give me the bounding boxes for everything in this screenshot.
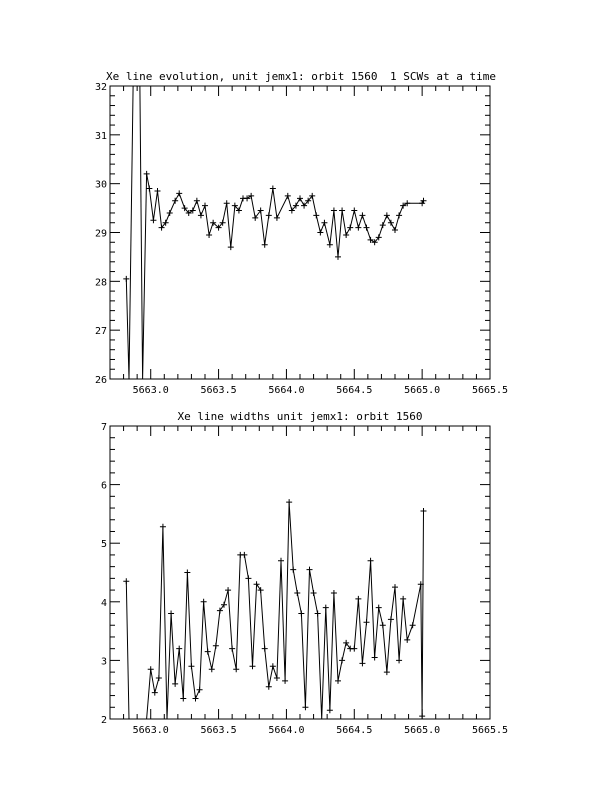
- y-tick-label: 29: [94, 228, 107, 240]
- data-point: [315, 611, 321, 617]
- data-point: [213, 643, 219, 649]
- data-point: [317, 230, 323, 236]
- data-point: [229, 646, 235, 652]
- data-point: [297, 195, 303, 201]
- data-point: [327, 242, 333, 248]
- x-tick-label: 5664.5: [336, 385, 373, 396]
- data-point: [396, 212, 402, 218]
- y-tick-label: 6: [100, 480, 107, 492]
- data-point: [419, 713, 425, 719]
- data-point: [282, 678, 288, 684]
- y-tick-label: 7: [100, 422, 107, 433]
- data-point: [160, 524, 166, 530]
- data-point: [355, 225, 361, 231]
- axis-ticks: [110, 426, 490, 719]
- x-tick-label: 5663.5: [200, 385, 237, 396]
- data-point: [198, 212, 204, 218]
- data-point: [146, 186, 152, 192]
- data-point: [266, 212, 272, 218]
- data-point: [400, 596, 406, 602]
- data-point: [278, 558, 284, 564]
- data-point: [228, 244, 234, 250]
- data-point: [410, 622, 416, 628]
- data-point: [364, 619, 370, 625]
- data-point: [384, 212, 390, 218]
- data-point: [262, 646, 268, 652]
- data-point: [294, 590, 300, 596]
- data-point: [286, 499, 292, 505]
- data-point: [404, 637, 410, 643]
- x-tick-label: 5664.0: [268, 725, 305, 736]
- data-point: [302, 704, 308, 710]
- data-point: [298, 611, 304, 617]
- data-point: [331, 590, 337, 596]
- chart-title: Xe line evolution, unit jemx1: orbit 1560: [106, 70, 378, 83]
- data-point: [327, 707, 333, 713]
- data-point: [167, 210, 173, 216]
- data-point: [388, 220, 394, 226]
- data-point: [233, 666, 239, 672]
- data-point: [388, 616, 394, 622]
- data-point: [270, 186, 276, 192]
- data-point: [194, 198, 200, 204]
- x-tick-label: 5665.0: [404, 385, 441, 396]
- data-point: [380, 222, 386, 228]
- axis-ticks: [110, 86, 490, 379]
- data-point: [150, 217, 156, 223]
- data-point: [202, 203, 208, 209]
- y-tick-label: 28: [94, 277, 107, 289]
- data-point: [355, 596, 361, 602]
- data-point: [254, 581, 260, 587]
- y-tick-label: 5: [100, 539, 107, 551]
- y-tick-label: 32: [94, 82, 107, 93]
- data-point: [313, 212, 319, 218]
- data-point: [197, 687, 203, 693]
- x-tick-label: 5665.5: [471, 385, 509, 396]
- data-point: [359, 212, 365, 218]
- data-point: [209, 666, 215, 672]
- data-point: [376, 605, 382, 611]
- data-point: [380, 622, 386, 628]
- data-point: [321, 220, 327, 226]
- x-tick-label: 5664.5: [336, 725, 373, 736]
- data-point: [201, 599, 207, 605]
- y-tick-label: 27: [94, 326, 107, 338]
- data-point: [152, 690, 158, 696]
- y-tick-label: 26: [94, 375, 107, 386]
- chart-title: Xe line widths unit jemx1: orbit 1560: [177, 410, 423, 423]
- y-tick-label: 30: [94, 179, 107, 191]
- x-tick-label: 5665.0: [404, 725, 441, 736]
- tick-labels: [95, 82, 508, 396]
- data-point: [156, 675, 162, 681]
- data-point: [372, 654, 378, 660]
- data-point: [206, 232, 212, 238]
- data-point: [225, 587, 231, 593]
- chart-subtitle: 1 SCWs at a time: [390, 70, 496, 83]
- plot-frame: [110, 426, 490, 719]
- data-point: [262, 242, 268, 248]
- data-point: [221, 602, 227, 608]
- data-point: [392, 584, 398, 590]
- plot-frame: [110, 86, 490, 379]
- series-line: [126, 86, 423, 379]
- chart-xe-line-evolution: [95, 70, 508, 396]
- data-point: [176, 190, 182, 196]
- x-tick-label: 5665.5: [471, 725, 509, 736]
- data-point: [351, 646, 357, 652]
- data-point: [245, 575, 251, 581]
- data-point: [368, 558, 374, 564]
- y-tick-label: 4: [100, 597, 107, 609]
- data-point: [331, 208, 337, 214]
- data-point: [347, 225, 353, 231]
- data-point: [258, 587, 264, 593]
- data-point: [335, 254, 341, 260]
- data-point: [172, 198, 178, 204]
- data-point: [351, 208, 357, 214]
- data-point: [343, 232, 349, 238]
- series-xe-line-energy: [123, 86, 426, 379]
- data-point: [250, 663, 256, 669]
- y-tick-label: 2: [100, 715, 107, 726]
- data-point: [184, 570, 190, 576]
- data-point: [224, 200, 230, 206]
- x-tick-label: 5663.5: [200, 725, 237, 736]
- data-point: [188, 663, 194, 669]
- data-point: [311, 590, 317, 596]
- chart-xe-line-widths: [101, 410, 508, 736]
- data-point: [335, 678, 341, 684]
- data-point: [123, 276, 129, 282]
- data-point: [274, 215, 280, 221]
- data-point: [364, 225, 370, 231]
- data-point: [148, 666, 154, 672]
- data-point: [396, 657, 402, 663]
- y-tick-label: 3: [100, 656, 107, 668]
- data-point: [323, 605, 329, 611]
- data-point: [384, 669, 390, 675]
- x-tick-label: 5663.0: [132, 385, 169, 396]
- data-point: [266, 684, 272, 690]
- x-tick-label: 5663.0: [132, 725, 169, 736]
- data-point: [307, 567, 313, 573]
- data-point: [339, 657, 345, 663]
- y-tick-label: 31: [94, 130, 107, 142]
- data-point: [343, 640, 349, 646]
- data-point: [168, 611, 174, 617]
- data-point: [180, 695, 186, 701]
- data-point: [155, 188, 161, 194]
- data-point: [123, 578, 129, 584]
- data-point: [290, 567, 296, 573]
- data-point: [205, 649, 211, 655]
- data-point: [144, 171, 150, 177]
- data-point: [359, 660, 365, 666]
- data-point: [241, 552, 247, 558]
- data-point: [172, 681, 178, 687]
- data-point: [217, 608, 223, 614]
- data-point: [339, 208, 345, 214]
- data-point: [421, 508, 427, 514]
- data-point: [392, 227, 398, 233]
- data-point: [176, 646, 182, 652]
- series-xe-line-width: [123, 499, 426, 719]
- data-point: [274, 675, 280, 681]
- x-tick-label: 5664.0: [268, 385, 305, 396]
- data-point: [270, 663, 276, 669]
- data-point: [193, 695, 199, 701]
- data-point: [285, 193, 291, 199]
